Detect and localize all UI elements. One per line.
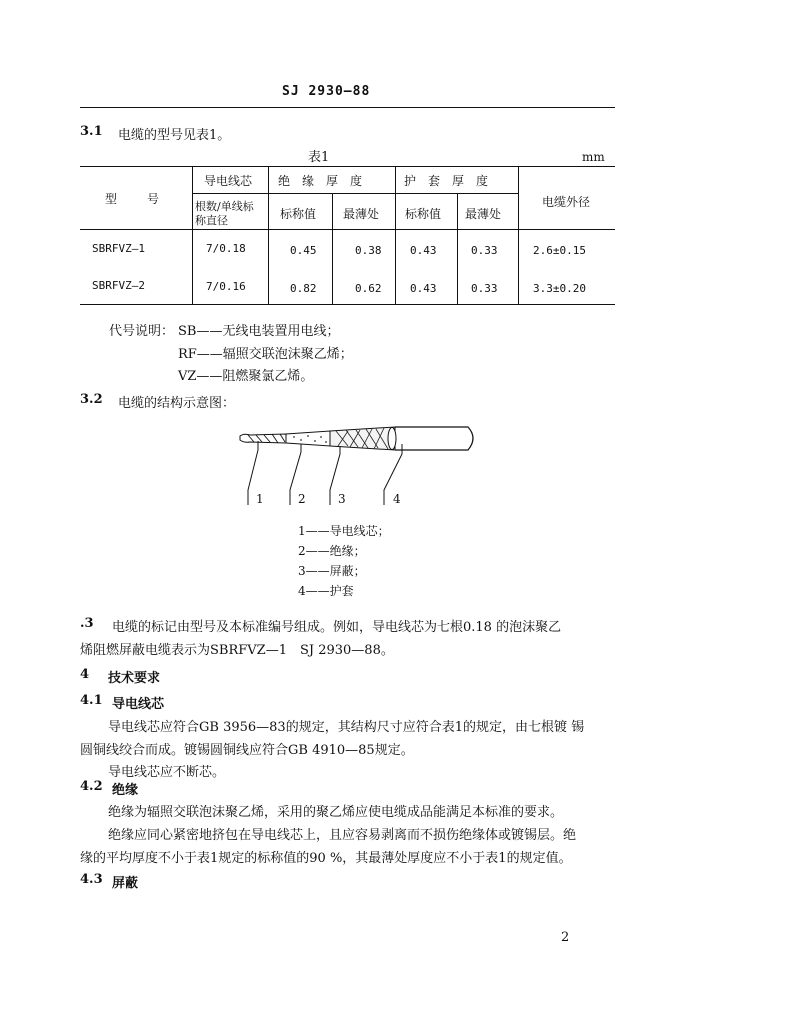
diagram-legend-item: 2——绝缘； — [298, 544, 366, 558]
header-sheath: 护 套 厚 度 — [404, 174, 489, 188]
section-4-2-number: 4.2 — [80, 779, 103, 794]
diagram-legend-item: 1——导电线芯； — [298, 524, 390, 538]
row-ins-nominal: 0.82 — [290, 282, 317, 295]
row-outer-diameter: 2.6±0.15 — [533, 244, 586, 257]
section-3-3-line1: 电缆的标记由型号及本标准编号组成。例如，导电线芯为七根0.18 的泡沫聚乙 — [112, 620, 562, 635]
row-conductor: 7/0.18 — [206, 242, 246, 255]
section-4-1-p1b: 圆铜线绞合而成。镀锡圆铜线应符合GB 4910—85规定。 — [80, 743, 414, 758]
section-3-3-number: .3 — [80, 616, 94, 631]
header-outer-diameter: 电缆外径 — [542, 195, 591, 209]
section-4-2-p2b: 缘的平均厚度不小于表1规定的标称值的90 %，其最薄处厚度应不小于表1的规定值。 — [80, 851, 572, 866]
section-3-2-text: 电缆的结构示意图： — [118, 396, 236, 411]
row-sheath-nominal: 0.43 — [410, 282, 437, 295]
section-4-1-p1: 导电线芯应符合GB 3956—83的规定，其结构尺寸应符合表1的规定，由七根镀 锡 — [108, 720, 585, 735]
header-ins-nominal: 标称值 — [280, 207, 317, 221]
section-3-1-number: 3.1 — [80, 124, 103, 139]
section-3-1-text: 电缆的型号见表1。 — [118, 128, 231, 143]
section-3-3-line2: 烯阻燃屏蔽电缆表示为SBRFVZ—1 SJ 2930—88。 — [80, 643, 394, 658]
header-conductor-sub-1: 根数/单线标 — [195, 200, 254, 213]
header-ins-min: 最薄处 — [343, 207, 380, 221]
section-4-1-title: 导电线芯 — [112, 697, 165, 712]
page-number: 2 — [561, 930, 570, 945]
row-ins-min: 0.62 — [355, 282, 382, 295]
shield-end — [388, 428, 396, 450]
table-unit: mm — [582, 150, 605, 164]
diagram-legend-item: 3——屏蔽； — [298, 564, 366, 578]
header-model: 型 号 — [105, 192, 162, 206]
row-sheath-nominal: 0.43 — [410, 244, 437, 257]
section-4-2-p2: 绝缘应同心紧密地挤包在导电线芯上，且应容易剥离而不损伤绝缘体或镀锡层。绝 — [108, 828, 577, 843]
diagram-label: 2 — [298, 492, 306, 506]
code-item: VZ——阻燃聚氯乙烯。 — [178, 369, 314, 384]
row-outer-diameter: 3.3±0.20 — [533, 282, 586, 295]
row-model: SBRFVZ—1 — [92, 242, 145, 255]
conductor-shape — [240, 434, 286, 443]
row-sheath-min: 0.33 — [471, 244, 498, 257]
header-insulation: 绝 缘 厚 度 — [278, 174, 363, 188]
sheath-shape — [395, 427, 473, 450]
header-conductor: 导电线芯 — [204, 174, 253, 188]
insulation-shape — [286, 431, 330, 446]
section-3-2-number: 3.2 — [80, 392, 103, 407]
section-4-number: 4 — [80, 667, 90, 682]
section-4-title: 技术要求 — [108, 671, 161, 686]
row-model: SBRFVZ—2 — [92, 279, 145, 292]
diagram-label: 4 — [393, 492, 401, 506]
table-caption: 表1 — [308, 150, 330, 165]
row-conductor: 7/0.16 — [206, 280, 246, 293]
document-code: SJ 2930—88 — [282, 84, 371, 99]
code-item: SB——无线电装置用电线； — [178, 324, 340, 339]
code-item: RF——辐照交联泡沫聚乙烯； — [178, 347, 353, 362]
row-ins-nominal: 0.45 — [290, 244, 317, 257]
section-4-2-title: 绝缘 — [112, 783, 139, 798]
header-conductor-sub-2: 称直径 — [195, 214, 228, 227]
header-sheath-nominal: 标称值 — [405, 207, 442, 221]
header-sheath-min: 最薄处 — [465, 207, 502, 221]
section-4-1-number: 4.1 — [80, 693, 103, 708]
section-4-2-p1: 绝缘为辐照交联泡沫聚乙烯，采用的聚乙烯应使电缆成品能满足本标准的要求。 — [108, 805, 564, 820]
diagram-label: 3 — [338, 492, 346, 506]
row-ins-min: 0.38 — [355, 244, 382, 257]
diagram-legend-item: 4——护套 — [298, 584, 354, 598]
section-4-1-p2: 导电线芯应不断芯。 — [108, 765, 226, 780]
section-4-3-title: 屏蔽 — [112, 876, 139, 891]
row-sheath-min: 0.33 — [471, 282, 498, 295]
diagram-label: 1 — [256, 492, 264, 506]
section-4-3-number: 4.3 — [80, 872, 103, 887]
codes-intro: 代号说明： — [109, 324, 175, 339]
